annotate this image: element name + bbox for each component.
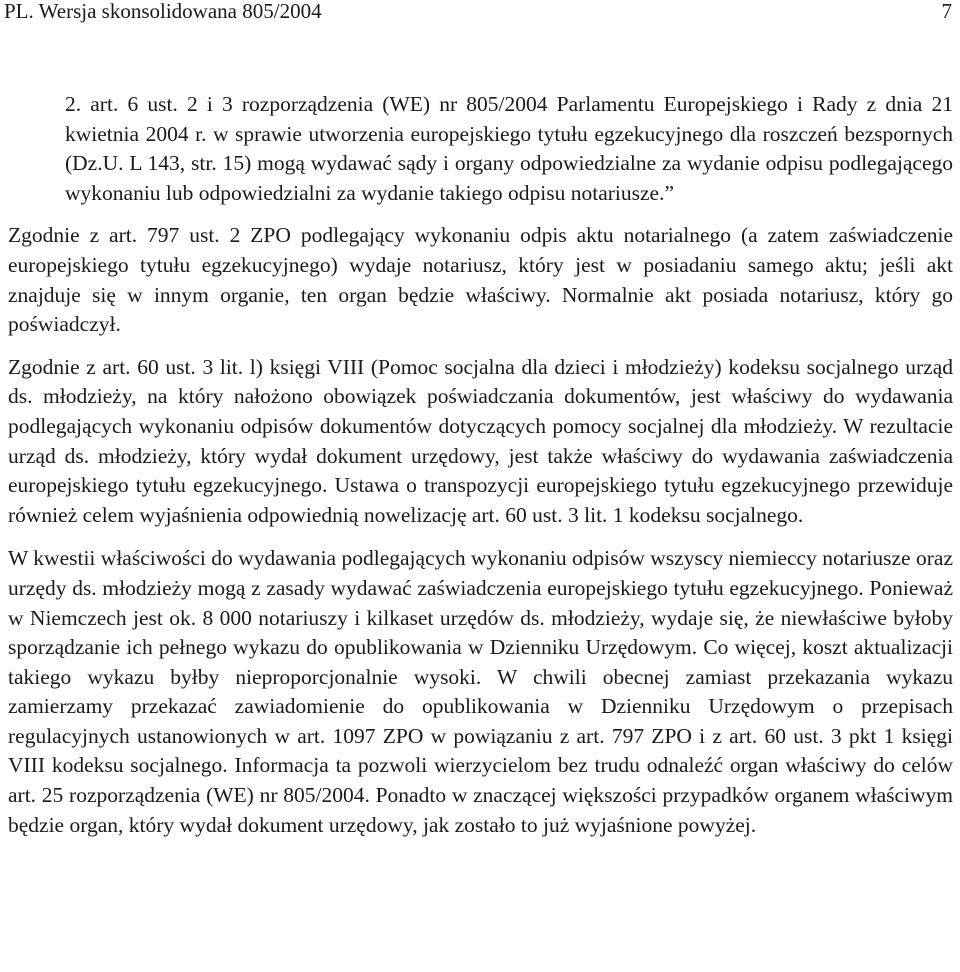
paragraph: W kwestii właściwości do wydawania podlegających wykonaniu odpisów wszyscy niemieccy notariusze oraz urzędy ds. młodzieży mogą z zasady wydawać zaświadczenia europejskiego tytułu egzekucyjnego. Ponieważ w Niemczech jest ok. 8 000 notariuszy i kilkaset urzędów ds. młodzieży, wydaje się, że niewłaściwe byłoby sporządzanie ich pełnego wykazu do opublikowania w Dzienniku Urzędowym. Co więcej, koszt aktualizacji takiego wykazu byłby nieproporcjonalnie wysoki. W chwili obecnej zamiast przekazania wykazu zamierzamy przekazać zawiadomienie do opublikowania w Dzienniku Urzędowym o przepisach regulacyjnych ustanowionych w art. 1097 ZPO w powiązaniu z art. 797 ZPO i z art. 60 ust. 3 pkt 1 księgi VIII kodeksu socjalnego. Informacja ta pozwoli wierzycielom bez trudu odnaleźć organ właściwy do celów art. 25 rozporządzenia (WE) nr 805/2004. Ponadto w znaczącej większości przypadków organem właściwym będzie organ, który wydał dokument urzędowy, jak zostało to już wyjaśnione powyżej.	[8, 546, 953, 837]
quoted-provision: 2. art. 6 ust. 2 i 3 rozporządzenia (WE) nr 805/2004 Parlamentu Europejskiego i Rady z dnia 21 kwietnia 2004 r. w sprawie utworzenia europejskiego tytułu egzekucyjnego dla roszczeń bezspornych (Dz.U. L 143, str. 15) mogą wydawać sądy i organy odpowiedzialne za wydanie odpisu podlegającego wykonaniu lub odpowiedzialni za wydanie takiego odpisu notariusze.”	[65, 92, 953, 205]
paragraph: Zgodnie z art. 797 ust. 2 ZPO podlegający wykonaniu odpis aktu notarialnego (a zatem zaświadczenie europejskiego tytułu egzekucyjnego) wydaje notariusz, który jest w posiadaniu samego aktu; jeśli akt znajduje się w innym organie, ten organ będzie właściwy. Normalnie akt posiada notariusz, który go poświadczył.	[8, 223, 953, 337]
paragraph: Zgodnie z art. 60 ust. 3 lit. l) księgi VIII (Pomoc socjalna dla dzieci i młodzieży) kodeksu socjalnego urząd ds. młodzieży, na który nałożono obowiązek poświadczania dokumentów, jest właściwy do wydawania podlegających wykonaniu odpisów dokumentów dotyczących pomocy socjalnej dla młodzieży. W rezultacie urząd ds. młodzieży, który wydał dokument urzędowy, jest także właściwy do wydawania zaświadczenia europejskiego tytułu egzekucyjnego. Ustawa o transpozycji europejskiego tytułu egzekucyjnego przewiduje również celem wyjaśnienia odpowiednią nowelizację art. 60 ust. 3 lit. 1 kodeksu socjalnego.	[8, 354, 953, 527]
document-title: PL. Wersja skonsolidowana 805/2004	[4, 0, 322, 23]
document-body	[8, 90, 953, 840]
page-number: 7	[941, 0, 952, 23]
page-header	[0, 0, 960, 40]
